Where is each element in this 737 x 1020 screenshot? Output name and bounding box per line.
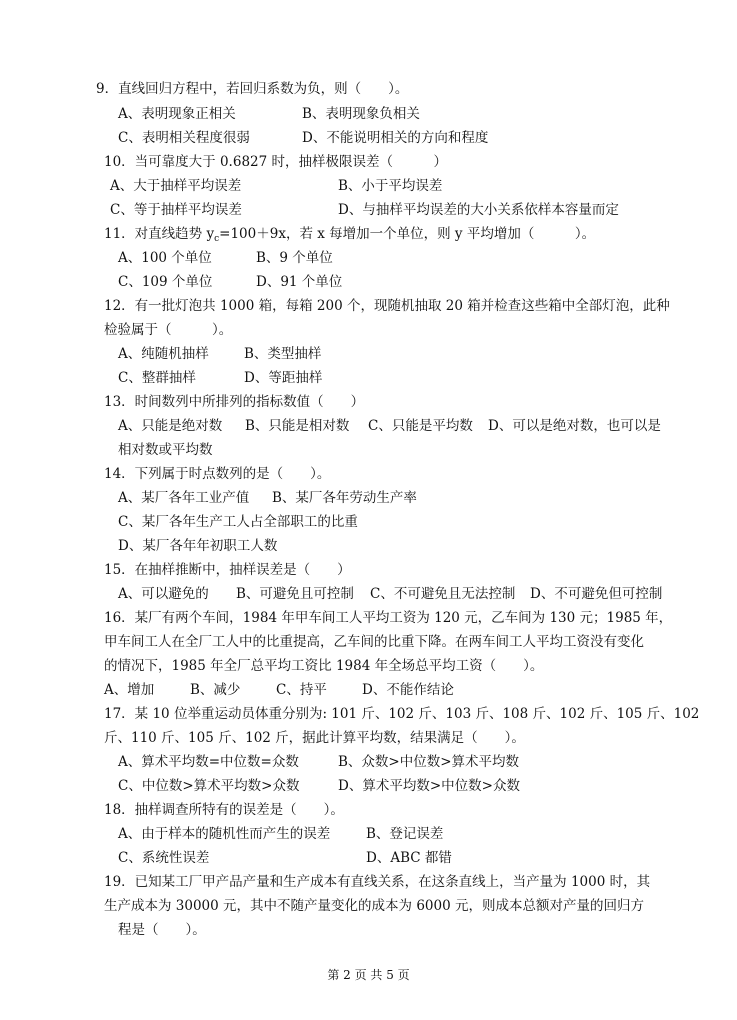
q17-option-d: D、算术平均数>中位数>众数: [338, 778, 520, 794]
q10-option-d: D、与抽样平均误差的大小关系依样本容量而定: [338, 202, 619, 218]
q11-stem-post: =100＋9x，若 x 每增加一个单位，则 y 平均增加（ ）。: [219, 226, 596, 242]
q11-stem-sub: c: [214, 234, 220, 244]
q15-stem: 15．在抽样推断中，抽样误差是（ ）: [104, 562, 351, 578]
q13-option-a: A、只能是绝对数: [118, 418, 223, 434]
q13-option-d: D、可以是绝对数，也可以是: [488, 418, 661, 434]
q11-option-a: A、100 个单位: [118, 250, 212, 266]
q19-stem-line-1: 19．已知某工厂甲产品产量和生产成本有直线关系，在这条直线上，当产量为 1000 时，其: [104, 874, 651, 890]
q11-option-b: B、9 个单位: [256, 250, 333, 266]
q17-stem-line-1: 17．某 10 位举重运动员体重分别为: 101 斤、102 斤、103 斤、108 斤、102 斤、105 斤、102: [104, 706, 700, 722]
q14-option-a: A、某厂各年工业产值: [118, 490, 250, 506]
q15-option-a: A、可以避免的: [118, 586, 209, 602]
q15-option-d: D、不可避免但可控制: [530, 586, 663, 602]
q16-stem-line-3: 的情况下，1985 年全厂总平均工资比 1984 年全场总平均工资（ ）。: [104, 658, 544, 674]
q9-option-c: C、表明相关程度很弱: [118, 130, 250, 146]
q16-option-a: A、增加: [104, 682, 155, 698]
q11-stem: [104, 224, 595, 246]
q11-option-d: D、91 个单位: [256, 274, 343, 290]
q10-stem: 10．当可靠度大于 0.6827 时，抽样极限误差（ ）: [104, 154, 447, 170]
q18-option-b: B、登记误差: [366, 826, 444, 842]
q9-option-a: A、表明现象正相关: [118, 106, 236, 122]
q13-option-b: B、只能是相对数: [245, 418, 350, 434]
q17-stem-line-2: 斤、110 斤、105 斤、102 斤，据此计算平均数，结果满足（ ）。: [104, 730, 525, 746]
q9-stem: 9．直线回归方程中，若回归系数为负，则（ ）。: [96, 81, 409, 97]
q12-stem-line-1: 12．有一批灯泡共 1000 箱，每箱 200 个，现随机抽取 20 箱并检查这些箱中全部灯泡，此种: [104, 298, 670, 314]
q19-stem-line-3: 程是（ ）。: [118, 922, 206, 938]
q15-option-c: C、不可避免且无法控制: [370, 586, 516, 602]
q9-option-b: B、表明现象负相关: [302, 106, 420, 122]
q18-option-a: A、由于样本的随机性而产生的误差: [118, 826, 331, 842]
q16-option-d: D、不能作结论: [362, 682, 454, 698]
q15-option-b: B、可避免且可控制: [236, 586, 354, 602]
q13-option-c: C、只能是平均数: [368, 418, 473, 434]
q12-option-c: C、整群抽样: [118, 370, 196, 386]
q13-option-d-cont: 相对数或平均数: [118, 442, 213, 458]
q14-stem: 14．下列属于时点数列的是（ ）。: [104, 466, 331, 482]
q11-option-c: C、109 个单位: [118, 274, 213, 290]
q18-option-c: C、系统性误差: [118, 850, 210, 866]
q12-option-a: A、纯随机抽样: [118, 346, 209, 362]
q12-option-d: D、等距抽样: [244, 370, 323, 386]
q16-option-b: B、减少: [190, 682, 241, 698]
q16-stem-line-2: 甲车间工人在全厂工人中的比重提高，乙车间的比重下降。在两车间工人平均工资没有变化: [104, 634, 644, 650]
q14-option-b: B、某厂各年劳动生产率: [272, 490, 417, 506]
q10-option-c: C、等于抽样平均误差: [110, 202, 242, 218]
q17-option-b: B、众数>中位数>算术平均数: [338, 754, 520, 770]
q12-option-b: B、类型抽样: [244, 346, 322, 362]
q9-option-d: D、不能说明相关的方向和程度: [302, 130, 489, 146]
q10-option-b: B、小于平均误差: [338, 178, 443, 194]
q14-option-d: D、某厂各年年初职工人数: [118, 538, 278, 554]
q14-option-c: C、某厂各年生产工人占全部职工的比重: [118, 514, 358, 530]
q17-option-c: C、中位数>算术平均数>众数: [118, 778, 300, 794]
q16-stem-line-1: 16．某厂有两个车间，1984 年甲车间工人平均工资为 120 元，乙车间为 130 元；1985 年，: [104, 610, 673, 626]
q18-stem: 18．抽样调查所特有的误差是（ ）。: [104, 802, 344, 818]
q11-stem-pre: 11．对直线趋势 y: [104, 226, 215, 242]
q16-option-c: C、持平: [276, 682, 327, 698]
q18-option-d: D、ABC 都错: [366, 850, 452, 866]
q13-stem: 13．时间数列中所排列的指标数值（ ）: [104, 394, 365, 410]
q12-stem-line-2: 检验属于（ ）。: [104, 322, 233, 338]
page-footer: 第 2 页 共 5 页: [327, 968, 410, 982]
q19-stem-line-2: 生产成本为 30000 元，其中不随产量变化的成本为 6000 元，则成本总额对产量的回归方: [104, 898, 644, 914]
q17-option-a: A、算术平均数=中位数=众数: [118, 754, 299, 770]
q10-option-a: A、大于抽样平均误差: [110, 178, 242, 194]
